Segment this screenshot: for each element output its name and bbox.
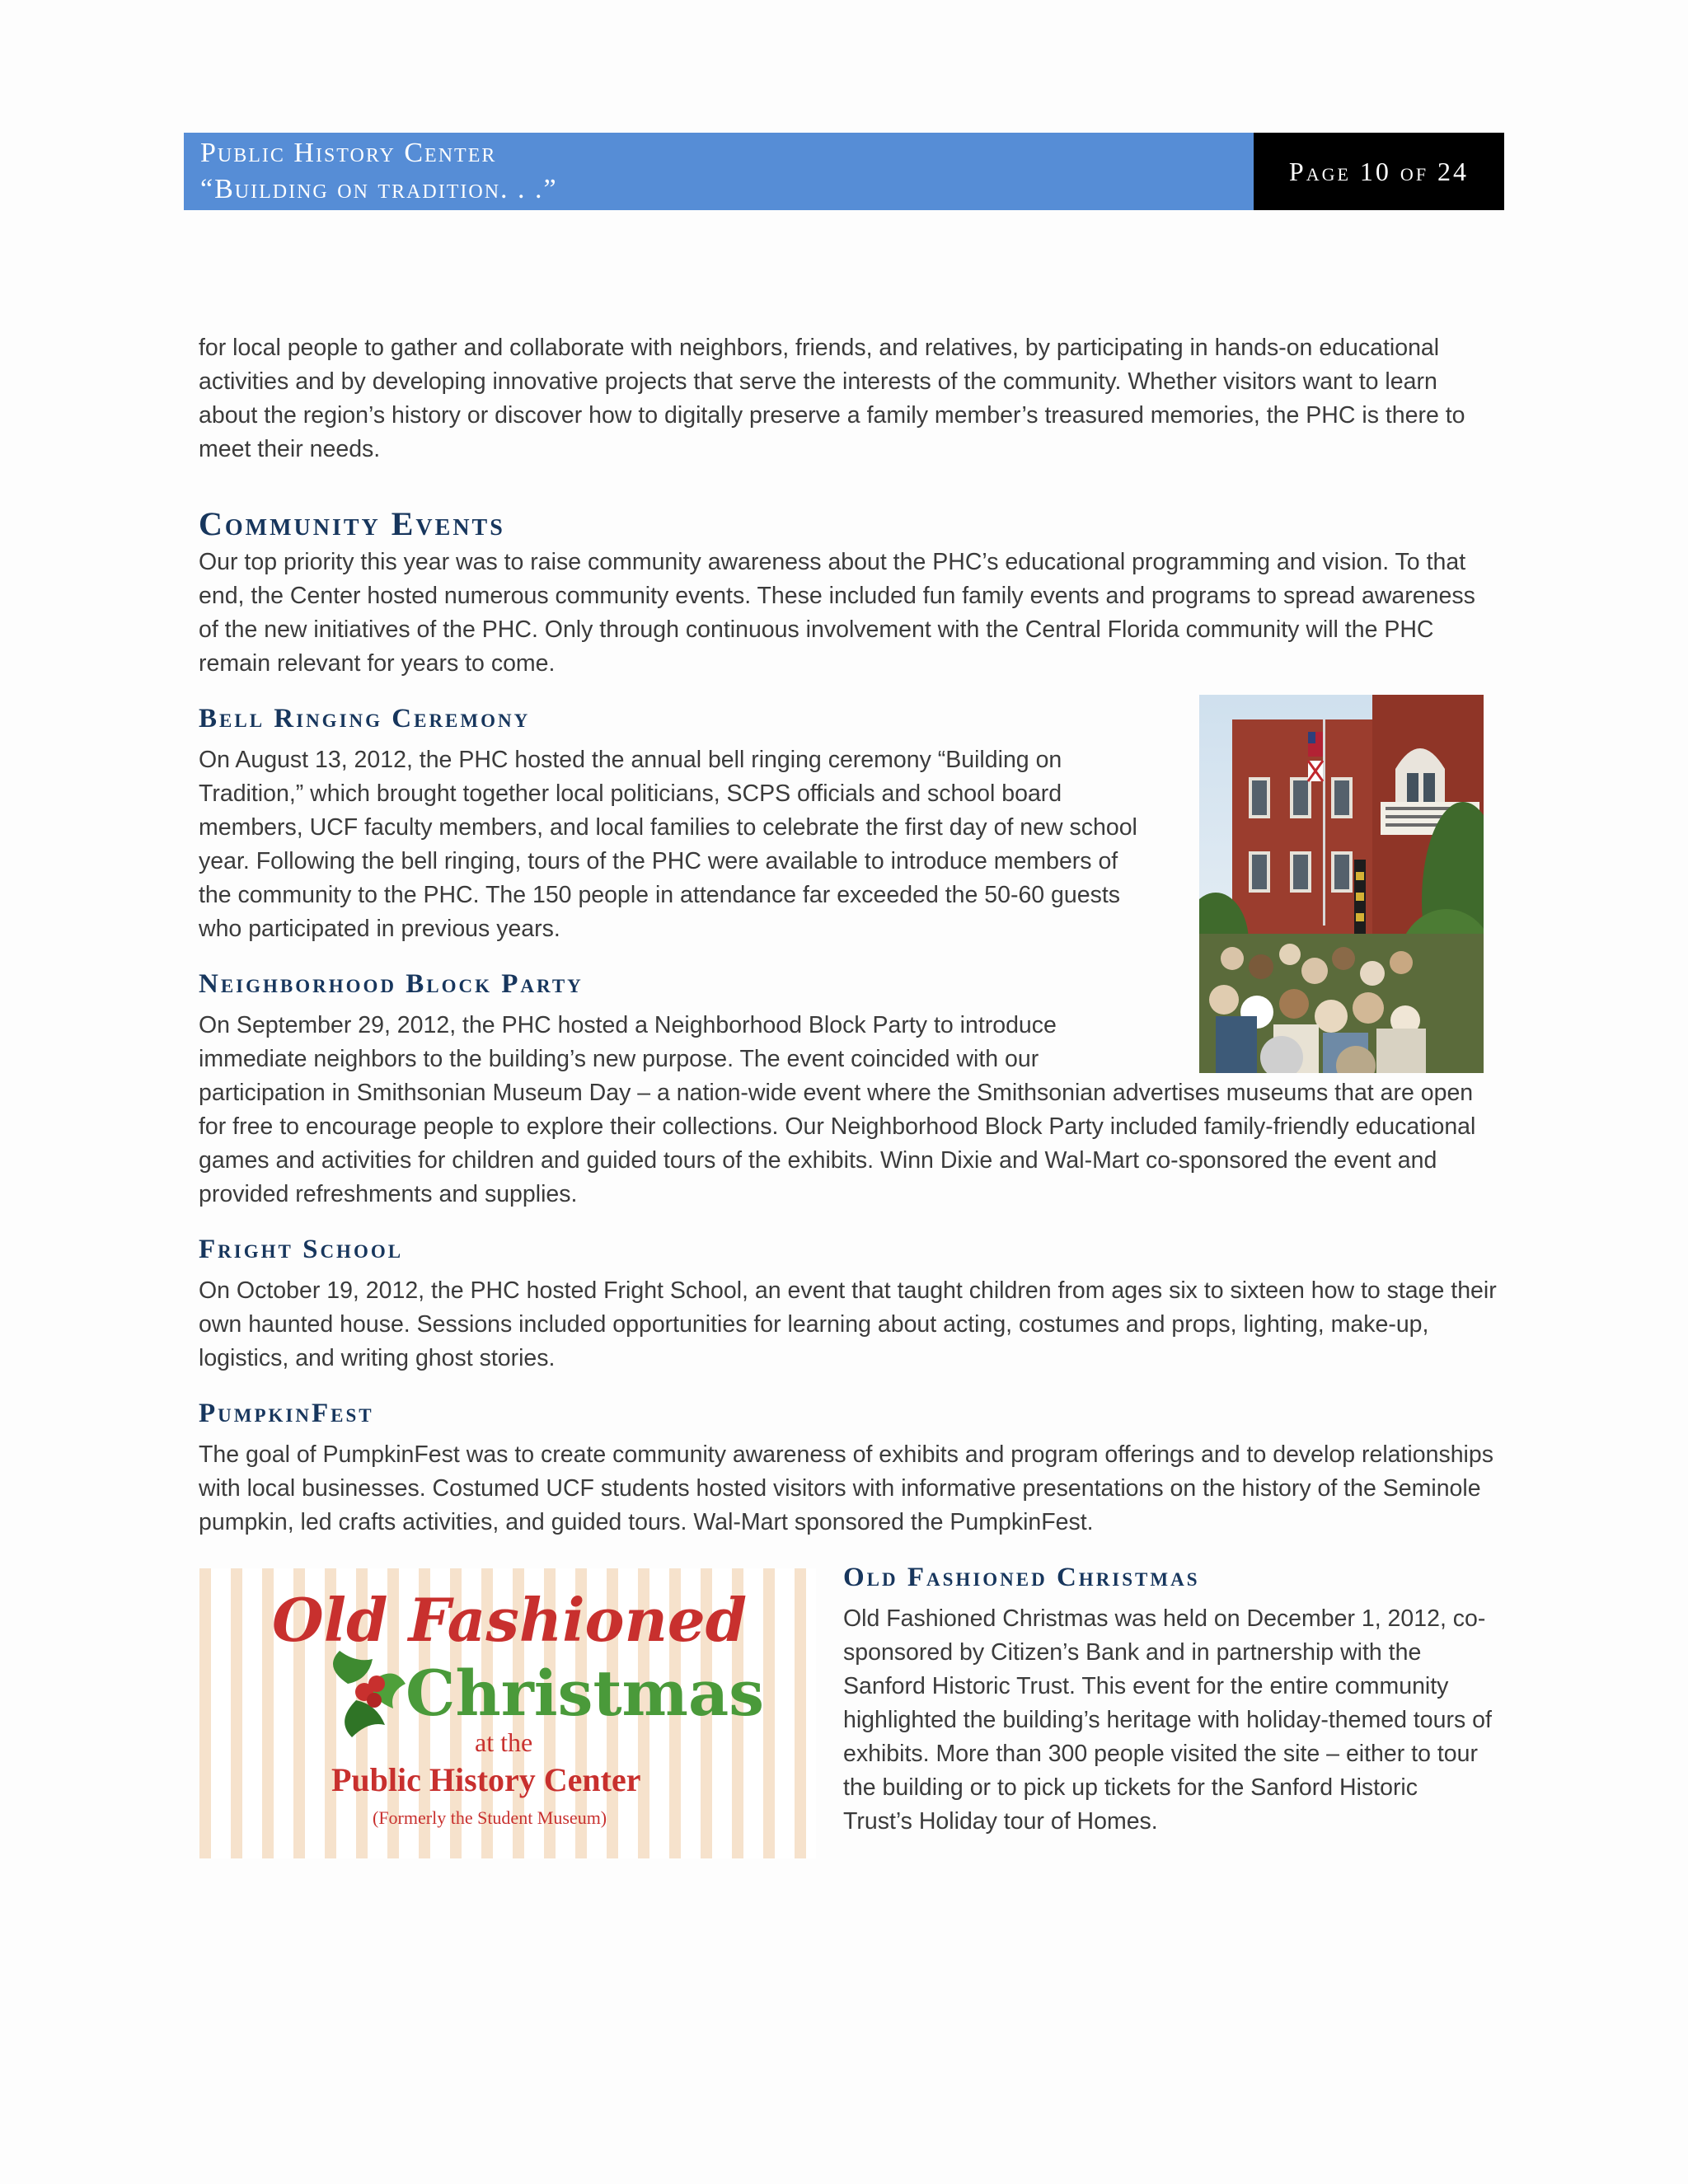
- old-fashioned-christmas-logo: [199, 1568, 816, 1858]
- section-heading-community-events: Community Events: [199, 505, 505, 542]
- page-number-box: Page 10 of 24: [1254, 133, 1504, 210]
- pumpkinfest-paragraph: The goal of PumpkinFest was to create community awareness of exhibits and program offerings and to develop relationships with local businesses. Costumed UCF students hosted visitors with informative presentations on the history of the Seminole pumpkin, led crafts activities, and guided tours. Wal-Mart sponsored the PumpkinFest.: [199, 1441, 1493, 1535]
- bell-ringing-paragraph: On August 13, 2012, the PHC hosted the annual bell ringing ceremony “Building on Tradition,” which brought together local politicians, SCPS officials and school board members, UCF faculty members, and local families to celebrate the first day of new school year. Following the bell ringing, tours of the PHC were available to introduce members of the community to the PHC. The 150 people in attendance far exceeded the 50-60 guests who participated in previous years.: [199, 747, 1137, 942]
- subheading-old-fashioned-christmas: Old Fashioned Christmas: [843, 1563, 1200, 1592]
- block-party-paragraph-wide: participation in Smithsonian Museum Day – a nation-wide event where the Smithsonian advertises museums that are open for free to encourage people to explore their collections. Our Neighborhood Block Party included family-friendly educational games and activities for children and guided tours of the exhibits. Winn Dixie and Wal-Mart co-sponsored the event and provided refreshments and supplies.: [199, 1080, 1476, 1207]
- logo-line-2: Christmas: [406, 1657, 764, 1730]
- subheading-bell-ringing: Bell Ringing Ceremony: [199, 704, 531, 733]
- logo-line-3: at the: [475, 1727, 533, 1757]
- subheading-fright-school: Fright School: [199, 1235, 404, 1264]
- bell-ceremony-photo: [1199, 695, 1484, 1073]
- fright-school-paragraph: On October 19, 2012, the PHC hosted Fright School, an event that taught children from ages six to sixteen how to stage their own haunted house. Sessions included opportunities for learning about acting, costumes and props, lighting, make-up, logistics, and writing ghost stories.: [199, 1277, 1497, 1371]
- header-title: Public History Center: [200, 138, 497, 168]
- header-tagline: “Building on tradition. . .”: [200, 174, 558, 204]
- intro-paragraph: for local people to gather and collaborate with neighbors, friends, and relatives, by participating in hands-on educational activities and by developing innovative projects that serve the interests of the community. Whether visitors want to learn about the region’s history or discover how to digitally preserve a family member’s treasured memories, the PHC is there to meet their needs.: [199, 335, 1465, 462]
- header-banner: [184, 133, 1254, 210]
- subheading-block-party: Neighborhood Block Party: [199, 969, 584, 999]
- christmas-paragraph: Old Fashioned Christmas was held on December 1, 2012, co-sponsored by Citizen’s Bank and in partnership with the Sanford Historic Trust. This event for the entire community highlighted the building’s heritage with holiday-themed tours of exhibits. More than 300 people visited the site – either to tour the building or to pick up tickets for the Sanford Historic Trust’s Holiday tour of Homes.: [843, 1605, 1492, 1835]
- logo-line-1: Old Fashioned: [272, 1585, 748, 1655]
- logo-line-5: (Formerly the Student Museum): [373, 1807, 607, 1828]
- block-party-paragraph-narrow: On September 29, 2012, the PHC hosted a Neighborhood Block Party to introduce immediate neighbors to the building’s new purpose. The event coincided with our: [199, 1012, 1057, 1072]
- logo-line-4: Public History Center: [331, 1761, 641, 1798]
- community-events-paragraph: Our top priority this year was to raise community awareness about the PHC’s educational programming and vision. To that end, the Center hosted numerous community events. These included fun family events and programs to spread awareness of the new initiatives of the PHC. Only through continuous involvement with the Central Florida community will the PHC remain relevant for years to come.: [199, 549, 1475, 677]
- subheading-pumpkinfest: PumpkinFest: [199, 1399, 374, 1428]
